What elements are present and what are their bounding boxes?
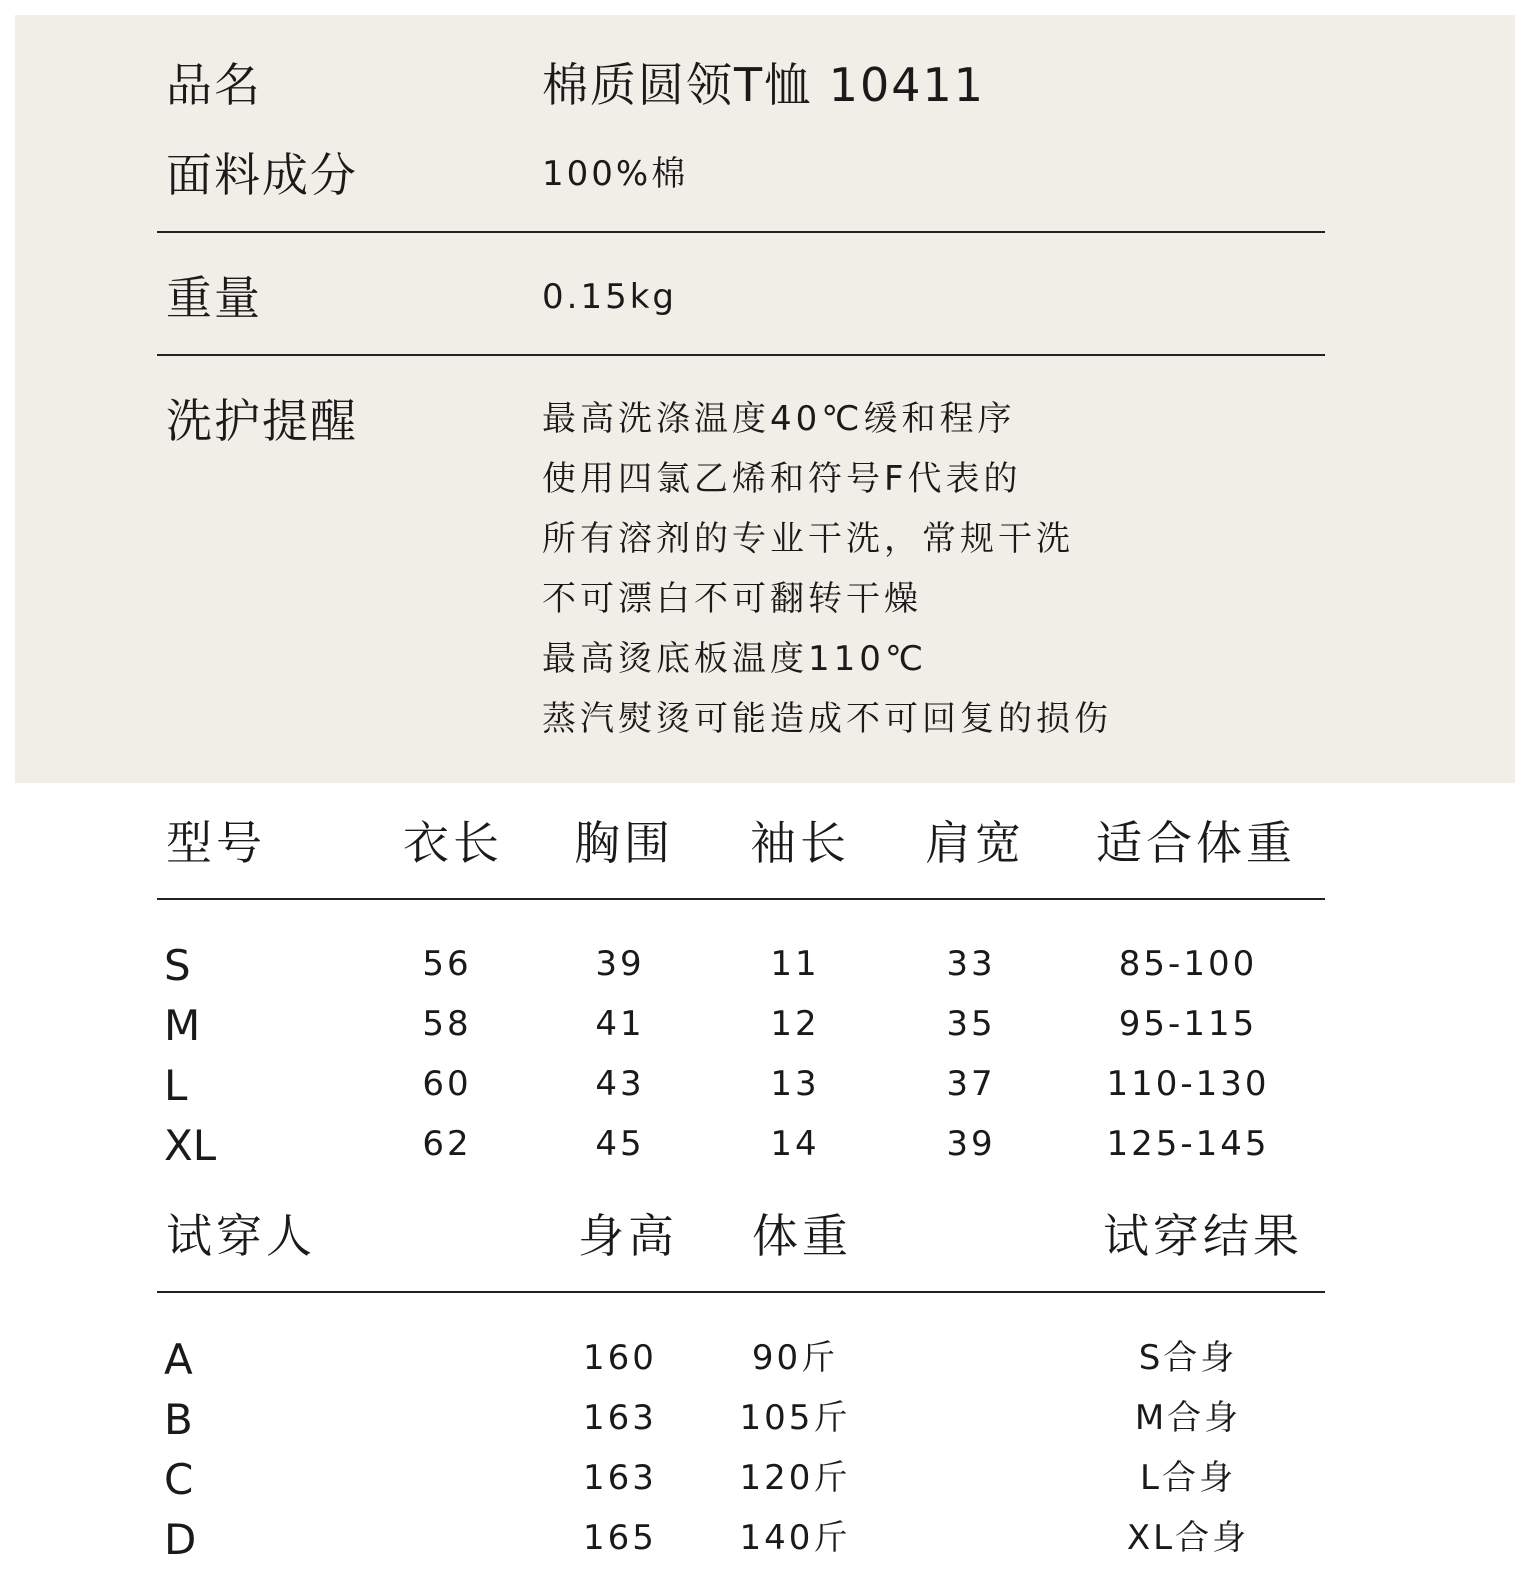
fit-cell: 160 (583, 1338, 657, 1378)
fit-cell: 90斤 (751, 1338, 839, 1378)
size-cell: 11 (770, 944, 820, 984)
fit-cell: 140斤 (739, 1518, 851, 1558)
fit-cell: S合身 (1138, 1338, 1238, 1378)
care-line: 蒸汽熨烫可能造成不可回复的损伤 (542, 699, 1112, 739)
size-cell: 56 (422, 944, 472, 984)
care-line: 所有溶剂的专业干洗，常规干洗 (542, 519, 1074, 559)
care-line: 最高洗涤温度40℃缓和程序 (542, 399, 1016, 439)
fit-cell: B (164, 1395, 193, 1444)
care-line: 不可漂白不可翻转干燥 (542, 579, 922, 619)
size-cell: 37 (946, 1064, 996, 1104)
divider (157, 898, 1325, 900)
size-cell: 14 (770, 1124, 820, 1164)
size-header-model: 型号 (166, 816, 266, 870)
fabric-value: 100%棉 (542, 154, 689, 194)
weight-label: 重量 (166, 271, 262, 325)
size-cell: 45 (595, 1124, 645, 1164)
size-cell: XL (164, 1121, 217, 1170)
fit-cell: C (164, 1455, 194, 1504)
fit-cell: 163 (583, 1398, 657, 1438)
fit-cell: XL合身 (1126, 1518, 1250, 1558)
size-header-chest: 胸围 (574, 816, 674, 870)
fit-cell: 165 (583, 1518, 657, 1558)
size-cell: 95-115 (1118, 1004, 1258, 1044)
size-header-length: 衣长 (403, 816, 503, 870)
size-cell: 12 (770, 1004, 820, 1044)
size-cell: 60 (422, 1064, 472, 1104)
size-header-weight: 适合体重 (1096, 816, 1296, 870)
fit-header-result: 试穿结果 (1103, 1209, 1303, 1263)
size-cell: 43 (595, 1064, 645, 1104)
size-header-sleeve: 袖长 (750, 816, 850, 870)
divider (157, 354, 1325, 356)
size-cell: 33 (946, 944, 996, 984)
divider (157, 1291, 1325, 1293)
size-cell: 125-145 (1106, 1124, 1270, 1164)
care-instructions (542, 389, 1112, 749)
size-cell: 39 (595, 944, 645, 984)
size-cell: 13 (770, 1064, 820, 1104)
fit-cell: A (164, 1335, 193, 1384)
size-cell: 62 (422, 1124, 472, 1164)
fit-cell: 163 (583, 1458, 657, 1498)
size-cell: M (164, 1001, 201, 1050)
fabric-label: 面料成分 (166, 148, 358, 202)
divider (157, 231, 1325, 233)
product-name-value: 棉质圆领T恤 10411 (542, 58, 986, 112)
fit-cell: L合身 (1140, 1458, 1236, 1498)
size-cell: 39 (946, 1124, 996, 1164)
size-cell: 35 (946, 1004, 996, 1044)
care-line: 使用四氯乙烯和符号F代表的 (542, 459, 1022, 499)
size-cell: 85-100 (1118, 944, 1258, 984)
fit-header-height: 身高 (578, 1209, 678, 1263)
size-cell: L (164, 1061, 188, 1110)
care-line: 最高烫底板温度110℃ (542, 639, 928, 679)
fit-cell: 105斤 (739, 1398, 851, 1438)
size-cell: S (164, 941, 191, 990)
product-name-label: 品名 (166, 58, 262, 112)
fit-cell: 120斤 (739, 1458, 851, 1498)
care-label: 洗护提醒 (166, 394, 358, 448)
fit-cell: D (164, 1515, 197, 1564)
fit-header-tester: 试穿人 (166, 1209, 316, 1263)
weight-value: 0.15kg (542, 277, 677, 317)
size-cell: 58 (422, 1004, 472, 1044)
fit-cell: M合身 (1134, 1398, 1242, 1438)
size-cell: 110-130 (1106, 1064, 1270, 1104)
size-header-shoulder: 肩宽 (925, 816, 1025, 870)
size-cell: 41 (595, 1004, 645, 1044)
fit-header-weight: 体重 (752, 1209, 852, 1263)
